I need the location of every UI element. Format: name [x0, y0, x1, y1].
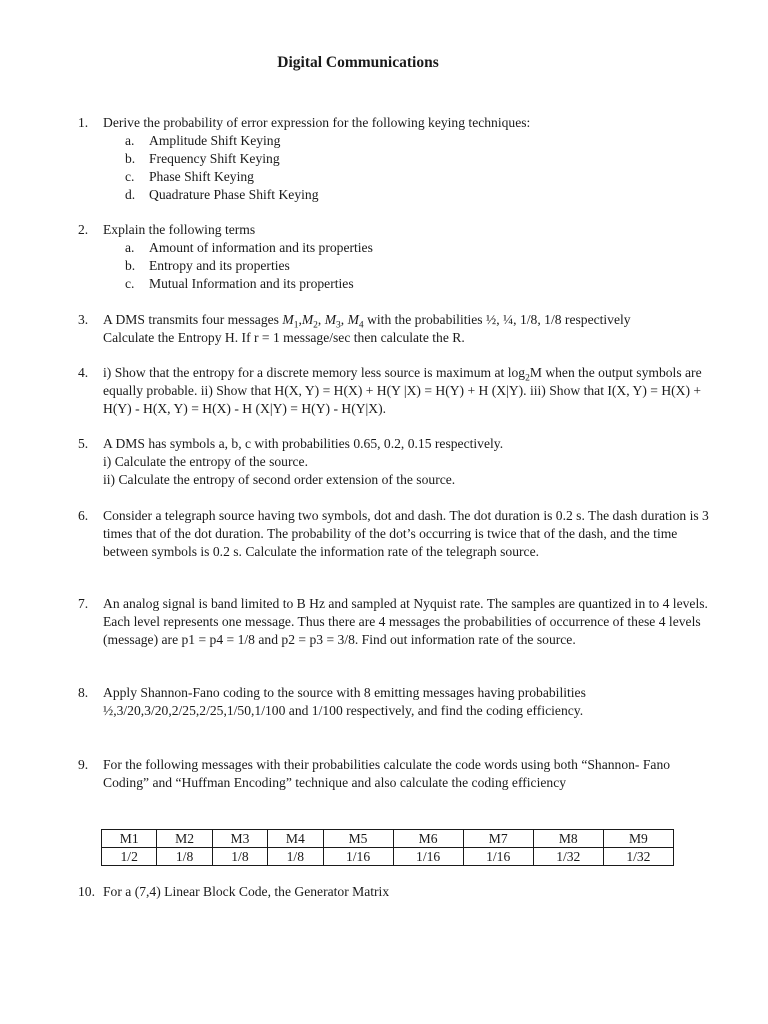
question-number: 6.	[78, 508, 89, 523]
sub-item	[78, 257, 718, 275]
question-10	[78, 883, 718, 901]
sub-item-text: Amplitude Shift Keying	[149, 133, 281, 148]
probability-table	[101, 829, 674, 866]
question-number: 8.	[78, 685, 89, 700]
question-text: Apply Shannon-Fano coding to the source with 8 emitting messages having probabilities ½,3/20,3/20,2/25,2/25,1/50,1/100 and 1/100 respectively, and find the coding efficiency.	[103, 685, 586, 718]
table-cell: 1/8	[212, 848, 267, 866]
question-number: 1.	[78, 115, 89, 130]
question-8	[78, 684, 718, 720]
sub-item-label: d.	[125, 187, 136, 202]
message-symbol: $M_1$	[282, 312, 299, 331]
table-cell: 1/16	[463, 848, 533, 866]
table-cell: 1/32	[533, 848, 603, 866]
sub-item	[78, 186, 718, 204]
table-cell: M7	[463, 830, 533, 848]
table-cell: M1	[102, 830, 157, 848]
question-text: For a (7,4) Linear Block Code, the Generator Matrix	[103, 884, 390, 899]
question-number: 3.	[78, 312, 89, 327]
sub-item	[78, 132, 718, 150]
table-cell: 1/8	[157, 848, 212, 866]
question-text: Consider a telegraph source having two symbols, dot and dash. The dot duration is 0.2 s. The dash duration is 3 times that of the dot duration. The probability of the dot’s occurring is twice that of the dash, and the time between symbols is 0.2 s. Calculate the information rate of the telegraph source.	[103, 508, 709, 559]
table-cell: M2	[157, 830, 212, 848]
message-symbol: $M_3$	[324, 312, 341, 331]
question-number: 9.	[78, 757, 89, 772]
table-row-probabilities	[102, 848, 674, 866]
question-text: A DMS transmits four messages $M_1,M_2$, $M_3$, $M_4$ with the probabilities ½, ¼, 1/8, 1/8 respectively	[103, 312, 631, 331]
question-number: 5.	[78, 436, 89, 451]
sub-item-label: a.	[125, 240, 135, 255]
sub-item-text: Entropy and its properties	[149, 258, 290, 273]
question-number: 4.	[78, 365, 89, 380]
sub-item	[78, 275, 718, 293]
table-cell: M5	[323, 830, 393, 848]
question-text: i) Show that the entropy for a discrete memory less source is maximum at $\log_2M$ when the output symbols are equally probable. ii) Show that H(X, Y) = H(X) + H(Y |X) = H(Y) + H (X|Y). iii) Show that I(X, Y) = H(X) + H(Y) - H(X, Y) = H(X) - H (X|Y) = H(Y) - H(Y|X).	[103, 365, 702, 416]
sub-item-label: c.	[125, 169, 135, 184]
table-cell: 1/16	[323, 848, 393, 866]
sub-item-label: a.	[125, 133, 135, 148]
sub-item-list	[78, 132, 718, 204]
question-subpart: ii) Calculate the entropy of second order extension of the source.	[103, 472, 456, 487]
sub-item-label: b.	[125, 258, 136, 273]
question-5	[78, 435, 718, 489]
sub-item	[78, 168, 718, 186]
question-text: Derive the probability of error expression for the following keying techniques:	[103, 115, 531, 130]
message-symbol: $M_2$	[301, 312, 318, 331]
sub-item-text: Quadrature Phase Shift Keying	[149, 187, 319, 202]
sub-item-text: Mutual Information and its properties	[149, 276, 354, 291]
question-subpart: i) Calculate the entropy of the source.	[103, 454, 308, 469]
table-cell: 1/8	[268, 848, 323, 866]
sub-item	[78, 150, 718, 168]
question-6	[78, 507, 718, 561]
question-text-part: with the probabilities ½, ¼, 1/8, 1/8 respectively	[363, 312, 631, 327]
sub-item-text: Phase Shift Keying	[149, 169, 254, 184]
question-text-part: A DMS transmits four messages	[103, 312, 283, 327]
question-text-line: Calculate the Entropy H. If r = 1 message/sec then calculate the R.	[103, 330, 465, 345]
sub-item	[78, 239, 718, 257]
table-row-messages	[102, 830, 674, 848]
question-7	[78, 595, 718, 649]
question-2	[78, 221, 718, 293]
table-cell: 1/16	[393, 848, 463, 866]
question-number: 7.	[78, 596, 89, 611]
question-number: 2.	[78, 222, 89, 237]
question-text: Explain the following terms	[103, 222, 256, 237]
question-text: For the following messages with their probabilities calculate the code words using both “Shannon- Fano Coding” and “Huffman Encoding” technique and also calculate the coding efficiency	[103, 757, 671, 790]
table-cell: 1/32	[603, 848, 673, 866]
question-4	[78, 364, 718, 418]
question-3	[78, 311, 718, 347]
table-cell: M8	[533, 830, 603, 848]
table-cell: M4	[268, 830, 323, 848]
sub-item-label: c.	[125, 276, 135, 291]
sub-item-list	[78, 239, 718, 293]
table-cell: M3	[212, 830, 267, 848]
page-title: Digital Communications	[277, 54, 439, 71]
question-1	[78, 114, 718, 204]
table-cell: M9	[603, 830, 673, 848]
question-9	[78, 756, 718, 792]
question-text: An analog signal is band limited to B Hz and sampled at Nyquist rate. The samples are quantized in to 4 levels. Each level represents one message. Thus there are 4 messages the probabilities of occurrence of these 4 levels (message) are p1 = p4 = 1/8 and p2 = p3 = 3/8. Find out information rate of the source.	[103, 596, 708, 647]
sub-item-text: Amount of information and its properties	[149, 240, 373, 255]
table-cell: M6	[393, 830, 463, 848]
question-number: 10.	[78, 884, 95, 899]
table-cell: 1/2	[102, 848, 157, 866]
question-text: A DMS has symbols a, b, c with probabilities 0.65, 0.2, 0.15 respectively.	[103, 436, 504, 451]
sub-item-label: b.	[125, 151, 136, 166]
sub-item-text: Frequency Shift Keying	[149, 151, 280, 166]
message-symbol: $M_4$	[347, 312, 364, 331]
